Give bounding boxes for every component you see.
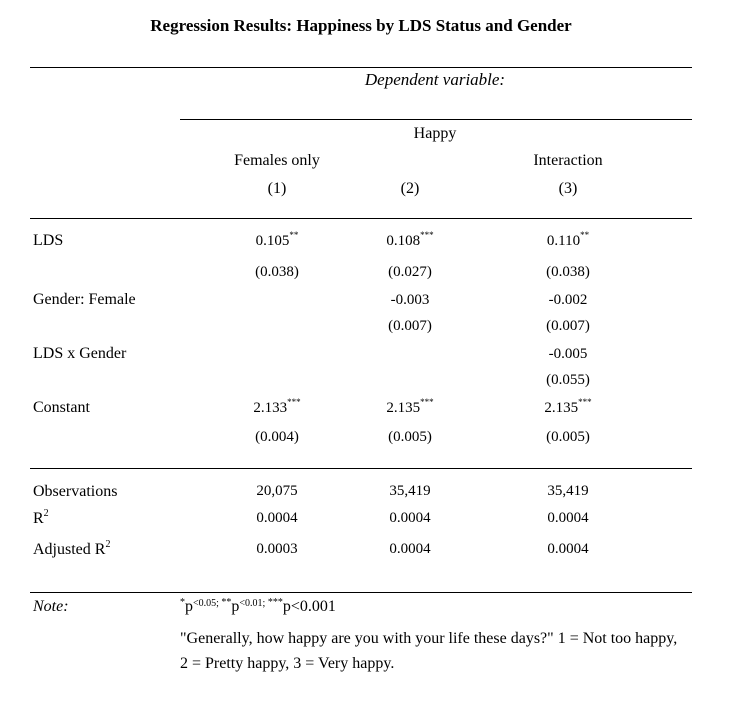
bottom-rule <box>30 592 692 593</box>
lds-se-3: (0.038) <box>546 264 590 280</box>
adjusted-r2-1: 0.0003 <box>256 541 298 557</box>
interaction-coef-3: -0.005 <box>548 346 588 362</box>
r2-3: 0.0004 <box>547 510 589 526</box>
observations-1: 20,075 <box>256 483 298 499</box>
column-3-name: Interaction <box>533 152 603 169</box>
gender-se-2: (0.007) <box>388 318 432 334</box>
row-label-interaction: LDS x Gender <box>33 345 127 362</box>
observations-3: 35,419 <box>547 483 589 499</box>
lds-coef-1: 0.105** <box>255 230 299 249</box>
row-label-lds: LDS <box>33 232 64 249</box>
header-rule <box>30 218 692 219</box>
row-label-r2: $R^2$ <box>33 508 49 527</box>
row-label-constant: Constant <box>33 399 90 416</box>
lds-se-1: (0.038) <box>255 264 299 280</box>
dependent-variable-name: Happy <box>413 125 457 142</box>
r2-1: 0.0004 <box>256 510 298 526</box>
lds-coef-2: 0.108*** <box>386 230 434 249</box>
constant-se-2: (0.005) <box>388 429 432 445</box>
observations-2: 35,419 <box>389 483 431 499</box>
significance-note: $^*p^{<0.05;}$ $^{**}p^{<0.01;}$ ***p<0.001 <box>180 597 336 615</box>
column-3-number: (3) <box>558 180 578 197</box>
top-rule <box>30 67 692 68</box>
column-1-name: Females only <box>234 152 320 169</box>
lds-coef-3: 0.110** <box>546 230 590 249</box>
row-label-observations: Observations <box>33 483 118 500</box>
constant-se-1: (0.004) <box>255 429 299 445</box>
constant-coef-2: 2.135*** <box>386 397 434 416</box>
column-2-number: (2) <box>400 180 420 197</box>
survey-question-note: "Generally, how happy are you with your life these days?" 1 = Not too happy, 2 = Pretty happy, 3 = Very happy. <box>180 630 678 672</box>
constant-coef-1: 2.133*** <box>253 397 301 416</box>
constant-se-3: (0.005) <box>546 429 590 445</box>
gender-se-3: (0.007) <box>546 318 590 334</box>
dependent-variable-label: Dependent variable: <box>364 70 506 89</box>
constant-coef-3: 2.135*** <box>544 397 592 416</box>
adjusted-r2-2: 0.0004 <box>389 541 431 557</box>
adjusted-r2-3: 0.0004 <box>547 541 589 557</box>
row-label-adjusted-r2: Adjusted $R^2$ <box>33 539 111 558</box>
note-label: Note: <box>33 598 69 615</box>
lds-se-2: (0.027) <box>388 264 432 280</box>
gender-coef-2: -0.003 <box>390 292 430 308</box>
dependent-variable-rule <box>180 119 692 120</box>
coefficients-rule <box>30 468 692 469</box>
table-title: Regression Results: Happiness by LDS Status and Gender <box>150 16 572 35</box>
interaction-se-3: (0.055) <box>546 372 590 388</box>
gender-coef-3: -0.002 <box>548 292 588 308</box>
column-1-number: (1) <box>267 180 287 197</box>
row-label-gender: Gender: Female <box>33 291 136 308</box>
r2-2: 0.0004 <box>389 510 431 526</box>
